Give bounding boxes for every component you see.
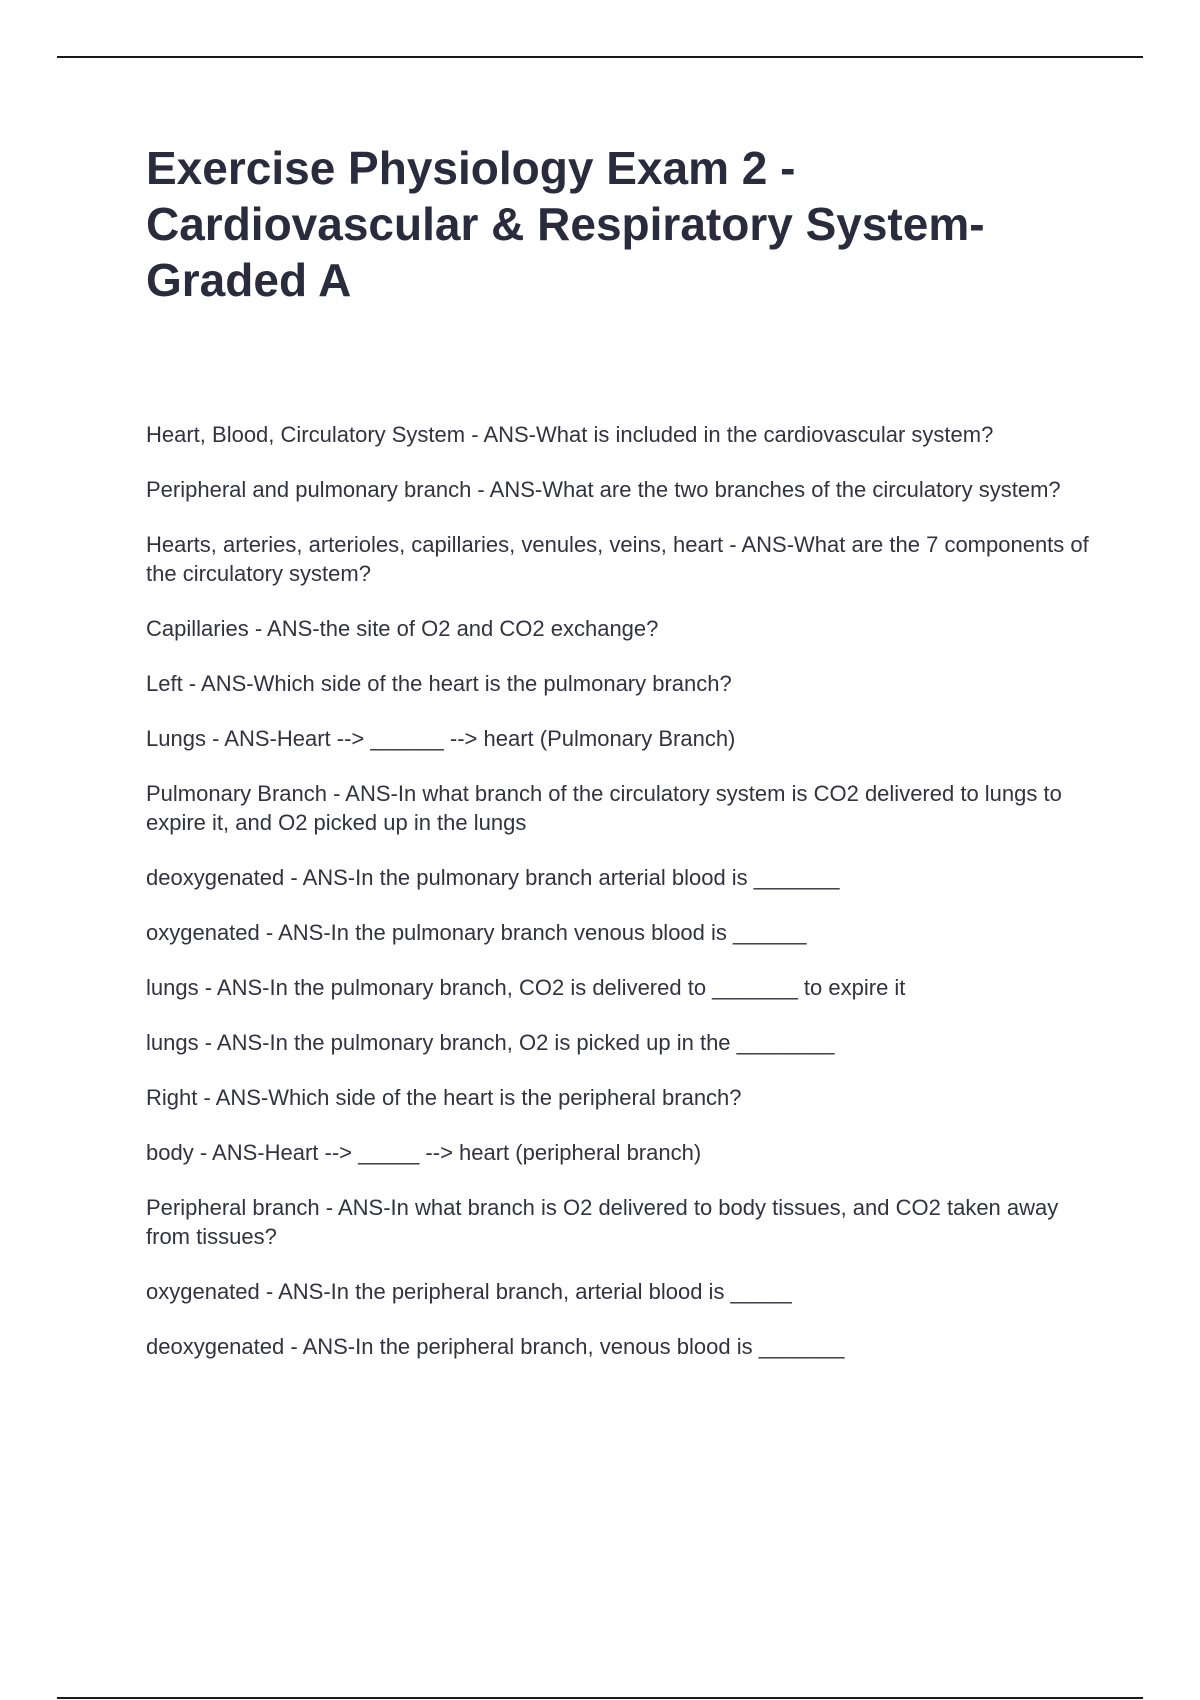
qa-item: oxygenated - ANS-In the pulmonary branch venous blood is ______ (146, 920, 807, 945)
document-title: Exercise Physiology Exam 2 - Cardiovascular & Respiratory System- Graded A (146, 142, 985, 306)
qa-item: Hearts, arteries, arterioles, capillaries, venules, veins, heart - ANS-What are the 7 components of the circulatory system? (146, 532, 1089, 586)
document-body (146, 140, 1096, 1387)
top-divider (57, 56, 1143, 58)
bottom-divider (57, 1697, 1143, 1699)
qa-item: Lungs - ANS-Heart --> ______ --> heart (Pulmonary Branch) (146, 726, 736, 751)
qa-item: lungs - ANS-In the pulmonary branch, CO2 is delivered to _______ to expire it (146, 975, 906, 1000)
qa-item: body - ANS-Heart --> _____ --> heart (peripheral branch) (146, 1140, 702, 1165)
qa-item: Peripheral and pulmonary branch - ANS-What are the two branches of the circulatory system? (146, 477, 1061, 502)
qa-item: Heart, Blood, Circulatory System - ANS-What is included in the cardiovascular system? (146, 422, 994, 447)
qa-item: deoxygenated - ANS-In the peripheral branch, venous blood is _______ (146, 1334, 845, 1359)
qa-item: Peripheral branch - ANS-In what branch is O2 delivered to body tissues, and CO2 taken away from tissues? (146, 1195, 1059, 1249)
qa-item: Capillaries - ANS-the site of O2 and CO2 exchange? (146, 616, 659, 641)
qa-item: Right - ANS-Which side of the heart is the peripheral branch? (146, 1085, 742, 1110)
qa-list (146, 420, 1096, 1361)
qa-item: Pulmonary Branch - ANS-In what branch of the circulatory system is CO2 delivered to lungs to expire it, and O2 picked up in the lungs (146, 781, 1062, 835)
qa-item: oxygenated - ANS-In the peripheral branch, arterial blood is _____ (146, 1279, 792, 1304)
qa-item: deoxygenated - ANS-In the pulmonary branch arterial blood is _______ (146, 865, 840, 890)
qa-item: Left - ANS-Which side of the heart is the pulmonary branch? (146, 671, 732, 696)
qa-item: lungs - ANS-In the pulmonary branch, O2 is picked up in the ________ (146, 1030, 835, 1055)
